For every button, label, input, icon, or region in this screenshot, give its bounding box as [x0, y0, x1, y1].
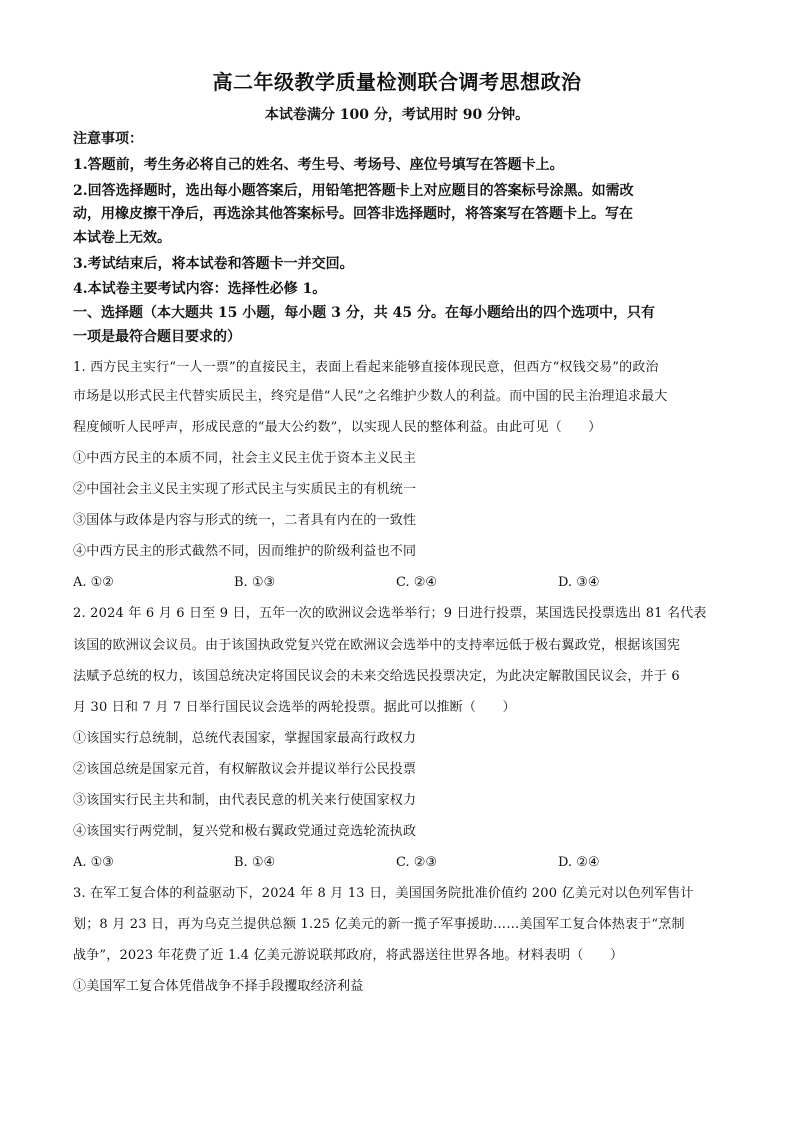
exam-subtitle: 本试卷满分 100 分，考试用时 90 分钟。	[264, 107, 530, 123]
statement-item: ①美国军工复合体凭借战争不择手段攫取经济利益	[73, 979, 364, 994]
answer-option: D. ③④	[558, 575, 600, 590]
question-stem-line: 该国的欧洲议会议员。由于该国执政党复兴党在欧洲议会选举中的支持率远低于极右翼政党，根据该国宪	[73, 638, 681, 653]
question-stem-line: 3. 在军工复合体的利益驱动下，2024 年 8 月 13 日，美国国务院批准价值约 200 亿美元对以色列军售计	[73, 886, 694, 901]
statement-item: ④该国实行两党制，复兴党和极右翼政党通过竞选轮流执政	[73, 824, 417, 839]
statement-item: ①中西方民主的本质不同，社会主义民主优于资本主义民主	[73, 451, 417, 466]
answer-option: D. ②④	[558, 855, 600, 870]
statement-item: ④中西方民主的形式截然不同，因而维护的阶级利益也不同	[73, 544, 417, 559]
question-stem-line: 划；8 月 23 日，再为乌克兰提供总额 1.25 亿美元的新一揽子军事援助……美国军工复合体热衷于“烹制	[73, 917, 685, 932]
statement-item: ①该国实行总统制，总统代表国家，掌握国家最高行政权力	[73, 731, 417, 746]
question-stem-line: 程度倾听人民呼声，形成民意的“最大公约数”，以实现人民的整体利益。由此可见（ ）	[73, 420, 602, 435]
notice-line: 4.本试卷主要考试内容：选择性必修 1。	[73, 281, 327, 297]
answer-option: A. ①②	[73, 575, 114, 590]
answer-option: B. ①③	[234, 575, 276, 590]
notice-line: 本试卷上无效。	[73, 230, 171, 246]
section-heading: 一项是最符合题目要求的）	[73, 329, 241, 345]
statement-item: ③国体与政体是内容与形式的统一，二者具有内在的一致性	[73, 513, 417, 528]
notice-heading: 注意事项：	[73, 131, 143, 147]
notice-line: 2.回答选择题时，选出每小题答案后，用铅笔把答题卡上对应题目的答案标号涂黑。如需改	[73, 183, 634, 199]
answer-option: B. ①④	[234, 855, 276, 870]
notice-line: 动，用橡皮擦干净后，再选涂其他答案标号。回答非选择题时，将答案写在答题卡上。写在	[73, 206, 633, 222]
question-stem-line: 市场是以形式民主代替实质民主，终究是借“人民”之名维护少数人的利益。而中国的民主治理追求最大	[73, 389, 668, 404]
question-stem-line: 2. 2024 年 6 月 6 日至 9 日，五年一次的欧洲议会选举举行；9 日进行投票，某国选民投票选出 81 名代表	[73, 606, 707, 621]
section-heading: 一、选择题（本大题共 15 小题，每小题 3 分，共 45 分。在每小题给出的四个选项中，只有	[73, 305, 655, 321]
question-stem-line: 法赋予总统的权力，该国总统决定将国民议会的未来交给选民投票决定，为此决定解散国民议会，并于 6	[73, 669, 680, 684]
answer-option: A. ①③	[73, 855, 114, 870]
question-stem-line: 1. 西方民主实行“一人一票”的直接民主，表面上看起来能够直接体现民意，但西方“权钱交易”的政治	[73, 360, 659, 375]
statement-item: ②该国总统是国家元首，有权解散议会并提议举行公民投票	[73, 762, 417, 777]
notice-line: 1.答题前，考生务必将自己的姓名、考生号、考场号、座位号填写在答题卡上。	[73, 157, 564, 173]
answer-option: C. ②③	[396, 855, 438, 870]
statement-item: ③该国实行民主共和制，由代表民意的机关来行使国家权力	[73, 793, 417, 808]
answer-option: C. ②④	[396, 575, 438, 590]
notice-line: 3.考试结束后，将本试卷和答题卡一并交回。	[73, 256, 354, 272]
question-stem-line: 战争”，2023 年花费了近 1.4 亿美元游说联邦政府，将武器送往世界各地。材料表明（ ）	[73, 948, 624, 963]
exam-title: 高二年级教学质量检测联合调考思想政治	[212, 70, 582, 94]
statement-item: ②中国社会主义民主实现了形式民主与实质民主的有机统一	[73, 482, 417, 497]
question-stem-line: 月 30 日和 7 月 7 日举行国民议会选举的两轮投票。据此可以推断（ ）	[73, 700, 516, 715]
